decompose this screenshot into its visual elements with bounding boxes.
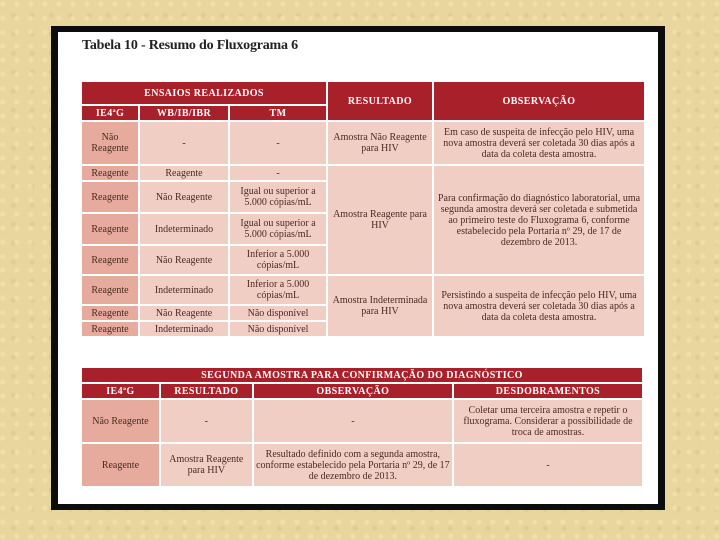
cell-ie4g: Reagente bbox=[82, 444, 159, 486]
cell-ie4g: Reagente bbox=[82, 322, 138, 336]
cell-tm: Igual ou superior a 5.000 cópias/mL bbox=[230, 214, 326, 244]
table-row bbox=[82, 400, 642, 442]
cell-tm: Igual ou superior a 5.000 cópias/mL bbox=[230, 182, 326, 212]
header-observacao: OBSERVAÇÃO bbox=[254, 384, 452, 398]
cell-resultado: Amostra Reagente para HIV bbox=[161, 444, 252, 486]
cell-ie4g: Reagente bbox=[82, 182, 138, 212]
document-sheet bbox=[58, 32, 658, 504]
table-row bbox=[82, 166, 644, 180]
flowchart-summary-table bbox=[80, 80, 646, 338]
cell-ie4g: Não Reagente bbox=[82, 122, 138, 164]
cell-wb: Indeterminado bbox=[140, 276, 228, 304]
cell-tm: - bbox=[230, 166, 326, 180]
cell-observacao: Persistindo a suspeita de infecção pelo HIV, uma nova amostra deverá ser coletada 30 dias após a data da coleta desta amostra. bbox=[434, 276, 644, 336]
cell-tm: - bbox=[230, 122, 326, 164]
subheader-ie4g: IE4ªG bbox=[82, 106, 138, 120]
cell-tm: Não disponível bbox=[230, 322, 326, 336]
cell-resultado: - bbox=[161, 400, 252, 442]
cell-ie4g: Reagente bbox=[82, 214, 138, 244]
header-desdobramentos: DESDOBRAMENTOS bbox=[454, 384, 642, 398]
cell-resultado: Amostra Reagente para HIV bbox=[328, 166, 432, 274]
cell-tm: Não disponível bbox=[230, 306, 326, 320]
second-sample-table bbox=[80, 366, 644, 488]
subheader-wb: WB/IB/IBR bbox=[140, 106, 228, 120]
cell-wb: Reagente bbox=[140, 166, 228, 180]
cell-wb: Não Reagente bbox=[140, 182, 228, 212]
cell-ie4g: Reagente bbox=[82, 306, 138, 320]
cell-wb: Indeterminado bbox=[140, 214, 228, 244]
cell-desdobramentos: - bbox=[454, 444, 642, 486]
cell-ie4g: Reagente bbox=[82, 246, 138, 274]
cell-resultado: Amostra Indeterminada para HIV bbox=[328, 276, 432, 336]
cell-wb: Indeterminado bbox=[140, 322, 228, 336]
cell-observacao: - bbox=[254, 400, 452, 442]
header-resultado: RESULTADO bbox=[161, 384, 252, 398]
header-ie4g: IE4ªG bbox=[82, 384, 159, 398]
cell-observacao: Para confirmação do diagnóstico laboratorial, uma segunda amostra deverá ser coletada e submetida ao primeiro teste do Fluxograma 6, conforme estabelecido pela Portaria nº 29, de 17 de dezembro de 2013. bbox=[434, 166, 644, 274]
cell-observacao: Em caso de suspeita de infecção pelo HIV, uma nova amostra deverá ser coletada 30 dias após a data da coleta desta amostra. bbox=[434, 122, 644, 164]
header-ensaios: ENSAIOS REALIZADOS bbox=[82, 82, 326, 104]
table-row bbox=[82, 122, 644, 164]
table-row bbox=[82, 276, 644, 304]
cell-observacao: Resultado definido com a segunda amostra, conforme estabelecido pela Portaria nº 29, de 17 de dezembro de 2013. bbox=[254, 444, 452, 486]
cell-tm: Inferior a 5.000 cópias/mL bbox=[230, 246, 326, 274]
table-title: Tabela 10 - Resumo do Fluxograma 6 bbox=[82, 38, 298, 53]
cell-resultado: Amostra Não Reagente para HIV bbox=[328, 122, 432, 164]
cell-wb: Não Reagente bbox=[140, 246, 228, 274]
cell-wb: - bbox=[140, 122, 228, 164]
cell-wb: Não Reagente bbox=[140, 306, 228, 320]
cell-ie4g: Não Reagente bbox=[82, 400, 159, 442]
header-observacao: OBSERVAÇÃO bbox=[434, 82, 644, 120]
table-row bbox=[82, 444, 642, 486]
cell-desdobramentos: Coletar uma terceira amostra e repetir o fluxograma. Considerar a possibilidade de troca de amostras. bbox=[454, 400, 642, 442]
cell-tm: Inferior a 5.000 cópias/mL bbox=[230, 276, 326, 304]
second-sample-title: SEGUNDA AMOSTRA PARA CONFIRMAÇÃO DO DIAGNÓSTICO bbox=[82, 368, 642, 382]
subheader-tm: TM bbox=[230, 106, 326, 120]
cell-ie4g: Reagente bbox=[82, 276, 138, 304]
cell-ie4g: Reagente bbox=[82, 166, 138, 180]
header-resultado: RESULTADO bbox=[328, 82, 432, 120]
